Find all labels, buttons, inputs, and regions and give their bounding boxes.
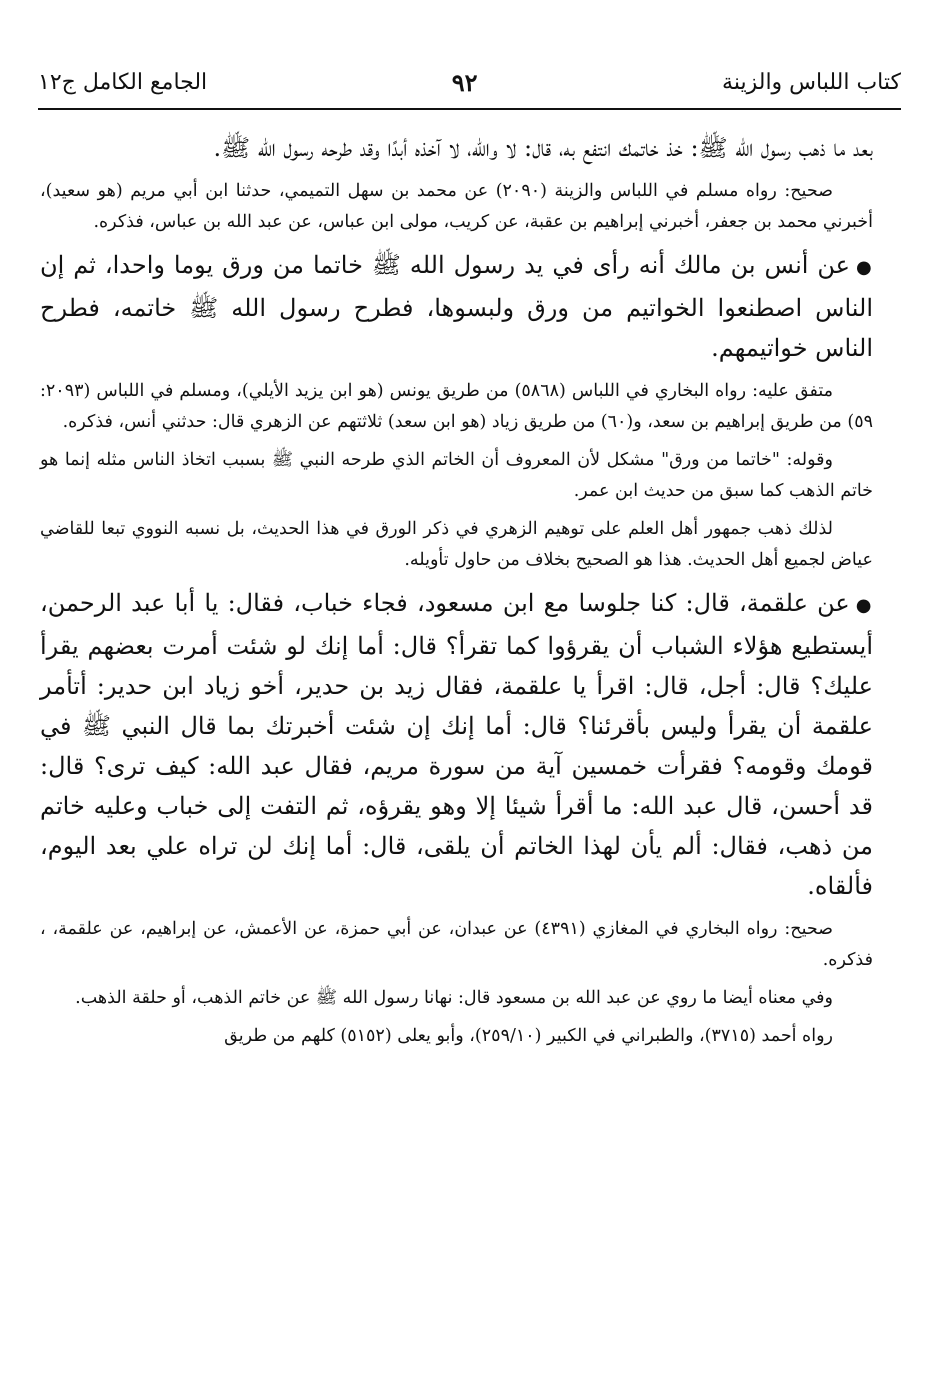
takhrij-note: صحيح: رواه البخاري في المغازي (٤٣٩١) عن عبدان، عن أبي حمزة، عن الأعمش، عن إبراهيم، عن علقمة، ، فذكره. xyxy=(40,919,873,970)
page-number: ٩٢ xyxy=(451,67,478,97)
commentary-note: وفي معناه أيضا ما روي عن عبد الله بن مسعود قال: نهانا رسول الله ﷺ عن خاتم الذهب، أو حلقة الذهب. xyxy=(75,988,833,1008)
hadith-paragraph: ●عن أنس بن مالك أنه رأى في يد رسول الله ﷺ خاتما من ورق يوما واحدا، ثم إن الناس اصطنعوا الخواتيم من ورق ولبسوها، فطرح رسول الله ﷺ خاتمه، فطرح الناس خواتيمهم. xyxy=(40,251,873,362)
page-body xyxy=(40,128,873,1059)
volume-title: الجامع الكامل ج١٢ xyxy=(38,69,208,95)
bullet-icon: ● xyxy=(855,595,873,616)
page-header xyxy=(38,62,901,102)
hadith-paragraph: بعد ما ذهب رسول الله ﷺ: خذ خاتمك انتفع به، قال: لا والله، لا آخذه أبدًا وقد طرحه رسول الله ﷺ. xyxy=(213,134,873,162)
hadith-paragraph: ●عن علقمة، قال: كنا جلوسا مع ابن مسعود، فجاء خباب، فقال: يا أبا عبد الرحمن، أيستطيع هؤلاء الشباب أن يقرؤوا كما تقرأ؟ قال: أما إنك لو شئت أمرت بعضهم يقرأ عليك؟ قال: أجل، قال: اقرأ يا علقمة، فقال زيد بن حدير، أخو زياد ابن حدير: أتأمر علقمة أن يقرأ وليس بأقرئنا؟ قال: أما إنك إن شئت أخبرتك بما قال النبي ﷺ في قومك وقومه؟ فقرأت خمسين آية من سورة مريم، فقال عبد الله: كيف ترى؟ قال: قد أحسن، قال عبد الله: ما أقرأ شيئا إلا وهو يقرؤه، ثم التفت إلى خباب وعليه خاتم من ذهب، فقال: ألم يأن لهذا الخاتم أن يلقى، قال: أما إنك لن تراه علي بعد اليوم، فألقاه. xyxy=(40,589,874,900)
commentary-note: لذلك ذهب جمهور أهل العلم على توهيم الزهري في ذكر الورق في هذا الحديث، بل نسبه النووي تبعا للقاضي عياض لجميع أهل الحديث. هذا هو الصحيح بخلاف من حاول تأويله. xyxy=(40,519,873,570)
bullet-icon: ● xyxy=(855,257,873,278)
takhrij-note: رواه أحمد (٣٧١٥)، والطبراني في الكبير (٢٥٩/١٠)، وأبو يعلى (٥١٥٢) كلهم من طريق xyxy=(224,1026,833,1046)
book-title: كتاب اللباس والزينة xyxy=(722,69,901,95)
takhrij-note: متفق عليه: رواه البخاري في اللباس (٥٨٦٨) من طريق يونس (هو ابن يزيد الأيلي)، ومسلم في اللباس (٢٠٩٣: ٥٩) من طريق إبراهيم بن سعد، و(٦٠) من طريق زياد (هو ابن سعد) ثلاثتهم عن الزهري قال: حدثني أنس، فذكره. xyxy=(40,381,873,432)
commentary-note: وقوله: "خاتما من ورق" مشكل لأن المعروف أن الخاتم الذي طرحه النبي ﷺ بسبب اتخاذ الناس مثله إنما هو خاتم الذهب كما سبق من حديث ابن عمر. xyxy=(40,450,873,501)
takhrij-note: صحيح: رواه مسلم في اللباس والزينة (٢٠٩٠) عن محمد بن سهل التميمي، حدثنا ابن أبي مريم (هو سعيد)، أخبرني محمد بن جعفر، أخبرني إبراهيم بن عقبة، عن كريب، مولى ابن عباس، عن عبد الله بن عباس، فذكره. xyxy=(40,181,873,232)
header-divider xyxy=(38,108,901,110)
